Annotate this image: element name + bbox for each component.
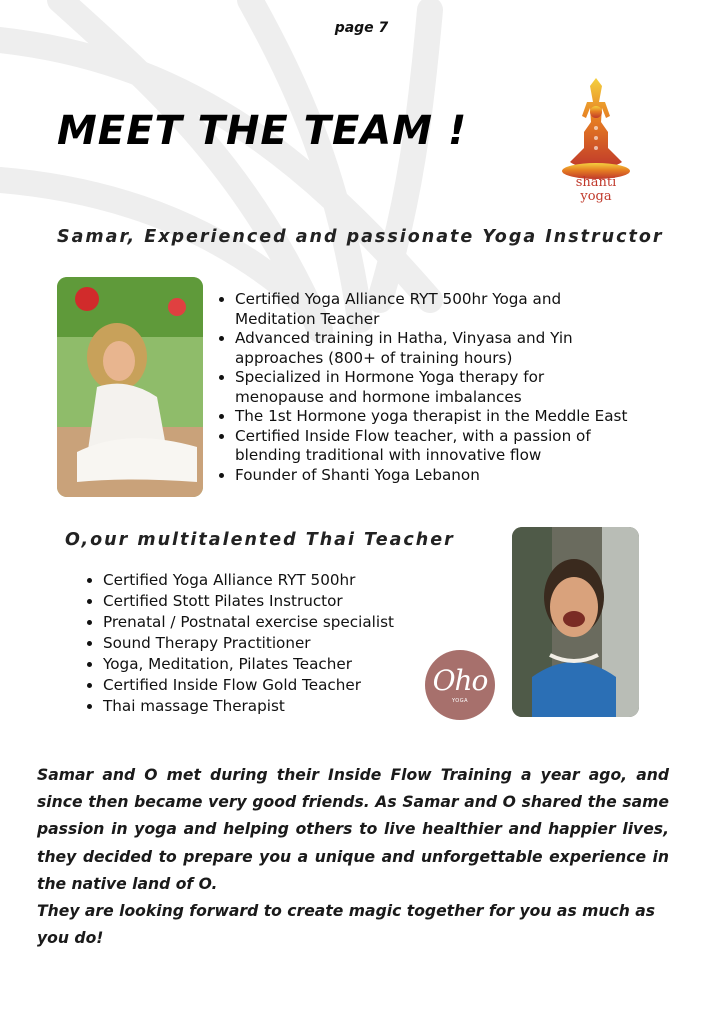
list-item: • Thai massage Therapist xyxy=(103,696,463,717)
list-item: • Certified Inside Flow teacher, with a passion of blending traditional with innovative flow xyxy=(235,427,705,466)
story-paragraph: Samar and O met during their Inside Flow Training a year ago, and since then became very good friends. As Samar and O shared the same passion in yoga and helping others to live healthier and happier lives, they decided to prepare you a unique and unforgettable experience in the native land of O. xyxy=(37,766,669,893)
photo-samar xyxy=(57,277,203,497)
samar-credentials-list xyxy=(217,290,705,485)
logo-text-yoga: yoga xyxy=(580,189,612,204)
oho-yoga-logo xyxy=(425,650,495,720)
logo-text-shanti: shanti xyxy=(575,175,617,190)
list-item: • Yoga, Meditation, Pilates Teacher xyxy=(103,654,463,675)
oho-logo-text: Oho xyxy=(432,664,488,697)
list-item: • Founder of Shanti Yoga Lebanon xyxy=(235,466,705,486)
photo-o xyxy=(512,527,639,717)
o-heading: O,our multitalented Thai Teacher xyxy=(65,530,455,550)
list-item: • Certified Stott Pilates Instructor xyxy=(103,591,463,612)
meditation-figure-icon xyxy=(560,76,632,181)
story-paragraph: They are looking forward to create magic together for you as much as you do! xyxy=(37,902,656,948)
list-item: • Sound Therapy Practitioner xyxy=(103,633,463,654)
shanti-yoga-logo xyxy=(560,76,632,216)
list-item: • Certified Yoga Alliance RYT 500hr xyxy=(103,570,463,591)
oho-logo-subtext: YOGA xyxy=(451,698,468,704)
page-number: page 7 xyxy=(334,20,389,36)
list-item: • Prenatal / Postnatal exercise specialist xyxy=(103,612,463,633)
list-item: • The 1st Hormone yoga therapist in the Meddle East xyxy=(235,407,705,427)
list-item: • Certified Yoga Alliance RYT 500hr Yoga and Meditation Teacher xyxy=(235,290,705,329)
list-item: • Specialized in Hormone Yoga therapy for menopause and hormone imbalances xyxy=(235,368,705,407)
team-story xyxy=(37,762,669,952)
list-item: • Advanced training in Hatha, Vinyasa and Yin approaches (800+ of training hours) xyxy=(235,329,705,368)
samar-heading: Samar, Experienced and passionate Yoga Instructor xyxy=(57,227,664,247)
list-item: • Certified Inside Flow Gold Teacher xyxy=(103,675,463,696)
page-title: MEET THE TEAM ! xyxy=(57,108,468,154)
o-credentials-list xyxy=(85,570,463,717)
